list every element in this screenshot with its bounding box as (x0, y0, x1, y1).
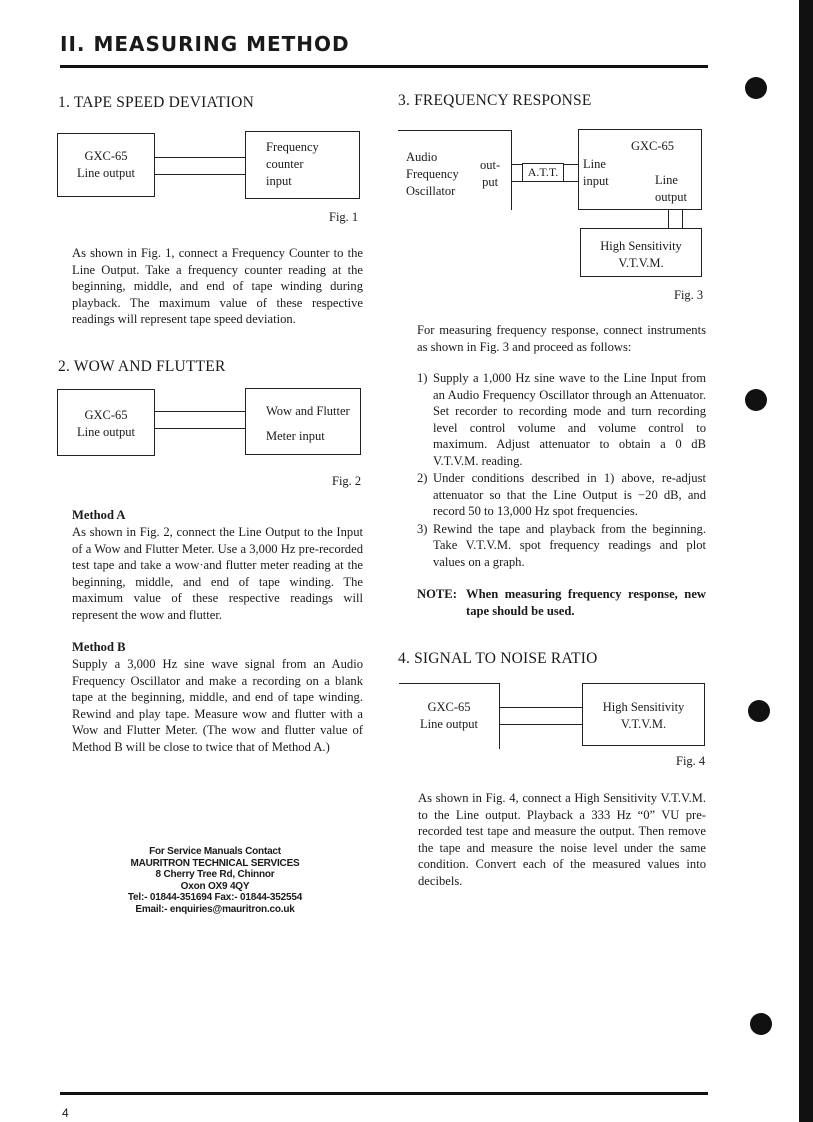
fig3-line-input-label (583, 156, 609, 190)
fig3-osc-output-label (480, 157, 500, 191)
fig3-cable-b-bottom (564, 181, 578, 182)
fig2-cable-bottom (155, 428, 245, 429)
fig1-gxc-line-output: Line output (77, 166, 135, 180)
fig3-osc-out1: out- (480, 158, 501, 172)
section-1-title: 1. TAPE SPEED DEVIATION (58, 94, 254, 111)
fig3-gxc-box (578, 129, 702, 210)
fig1-gxc-label: GXC-65 (84, 149, 128, 163)
step-number: 1) (417, 371, 428, 385)
fig3-cable-b-top (564, 164, 578, 165)
fig3-attenuator-box: A.T.T. (522, 163, 564, 182)
step-item (417, 470, 706, 520)
fig3-cable-a-bottom (512, 181, 522, 182)
fig4-vtvm-box (582, 683, 705, 746)
fig3-vtvm-line2: V.T.V.M. (618, 256, 664, 270)
fig1-counter-line3: input (266, 174, 292, 188)
fig3-gxc-title: GXC-65 (631, 139, 675, 153)
fig1-counter-line1: Frequency (266, 140, 319, 154)
service-contact-block (120, 846, 310, 915)
fig3-vtvm-line1: High Sensitivity (600, 239, 682, 253)
section-4-body: As shown in Fig. 4, connect a High Sensitivity V.T.V.M. to the Line output. Playback a 333 Hz “0” VU pre-recorded test tape and measure the output. Then remove the tape and measure the noise level under the same condition. Convert each of the measured values into decibels. (418, 791, 706, 888)
method-b-title: Method B (72, 640, 126, 654)
method-a-body: As shown in Fig. 2, connect the Line Output to the Input of a Wow and Flutter Meter. Use a 3,000 Hz pre-recorded test tape and take a wow·and flutter meter reading at the beginning, middle, and end of tape winding. The maximum value of these respective readings will represent the wow and flutter. (72, 525, 363, 622)
fig4-vtvm-line2: V.T.V.M. (620, 717, 667, 731)
fig2-gxc-line-output: Line output (77, 425, 135, 439)
fig3-osc-out2: put (482, 175, 499, 189)
contact-phone: Tel:- 01844-351694 Fax:- 01844-352554 (127, 892, 303, 903)
fig3-line-input1: Line (583, 157, 606, 171)
fig3-cable-a-top (512, 164, 522, 165)
fig3-vtvm-box (580, 228, 702, 277)
fig1-gxc-box (57, 133, 155, 197)
fig4-gxc-line-output: Line output (420, 717, 478, 731)
binder-hole-icon (750, 1013, 772, 1035)
fig4-cable-top (500, 707, 582, 708)
page-number: 4 (62, 1106, 69, 1120)
fig3-oscillator-box (398, 130, 512, 210)
fig2-label: Fig. 2 (332, 474, 362, 488)
fig3-line-output-label (655, 172, 687, 206)
fig3-osc-line2: Frequency (406, 167, 459, 181)
section-4-title: 4. SIGNAL TO NOISE RATIO (398, 650, 598, 667)
section-3-title: 3. FREQUENCY RESPONSE (398, 92, 592, 109)
section-2-title: 2. WOW AND FLUTTER (58, 358, 226, 375)
fig3-line-output1: Line (655, 173, 678, 187)
step-text: Under conditions described in 1) above, re-adjust attenuator so that the Line Output is −20 dB, and record 50 to 13,000 Hz spot frequencies. (433, 471, 706, 518)
fig4-cable-bottom (500, 724, 582, 725)
fig3-label: Fig. 3 (674, 288, 704, 302)
binder-hole-icon (745, 77, 767, 99)
step-item (417, 370, 706, 469)
fig1-cable-top (155, 157, 245, 158)
fig3-line-input2: input (583, 174, 609, 188)
top-rule (60, 65, 708, 68)
fig2-gxc-box (57, 389, 155, 456)
method-b-body: Supply a 3,000 Hz sine wave signal from an Audio Frequency Oscillator and make a recording on a blank tape at the beginning, middle, and end of tape winding. Rewind and play tape. Measure wow and flutter with a Wow and Flutter Meter. (The wow and flutter value of Method B will be close to twice that of Method A.) (72, 657, 363, 754)
fig2-meter-box (245, 388, 361, 455)
contact-line: For Service Manuals Contact (149, 846, 281, 857)
fig2-meter-line1: Wow and Flutter (266, 404, 350, 418)
binder-hole-icon (745, 389, 767, 411)
contact-postcode: Oxon OX9 4QY (180, 880, 250, 892)
fig3-line-output2: output (655, 190, 687, 204)
fig4-label: Fig. 4 (676, 754, 706, 768)
fig3-cable-c-right (682, 210, 683, 229)
fig1-counter-line2: counter (266, 157, 304, 171)
bottom-rule (60, 1092, 708, 1095)
fig2-meter-line2: Meter input (266, 429, 325, 443)
fig3-osc-line1: Audio (406, 150, 438, 164)
chapter-title: II. MEASURING METHOD (60, 32, 350, 56)
section-1-body: As shown in Fig. 1, connect a Frequency Counter to the Line Output. Take a frequency counter reading at the beginning, middle, and end of tape winding during playback. The maximum value of these respective readings will represent tape speed deviation. (72, 246, 363, 326)
fig3-cable-c-left (668, 210, 669, 229)
step-number: 2) (417, 471, 428, 485)
fig4-vtvm-line1: High Sensitivity (602, 700, 685, 714)
fig4-gxc-label: GXC-65 (427, 700, 471, 714)
step-text: Rewind the tape and playback from the beginning. Take V.T.V.M. spot frequency readings and plot values on a graph. (433, 521, 706, 569)
section-3-steps (417, 370, 706, 571)
fig1-label: Fig. 1 (329, 210, 359, 224)
note-text: When measuring frequency response, new tape should be used. (466, 587, 706, 618)
step-item (417, 521, 706, 571)
fig2-gxc-label: GXC-65 (84, 408, 128, 422)
fig2-cable-top (155, 411, 245, 412)
fig3-oscillator-label (406, 149, 459, 200)
step-number: 3) (417, 521, 428, 536)
step-text: Supply a 1,000 Hz sine wave to the Line Input from an Audio Frequency Oscillator through an Attenuator. Set recorder to recording mode and turn recording level control volume and volume control to maximum. Adjust attenuator to obtain a 0 dB V.T.V.M. reading. (433, 371, 706, 468)
fig1-counter-box (245, 131, 360, 199)
fig3-osc-line3: Oscillator (406, 184, 456, 198)
section-3-intro: For measuring frequency response, connect instruments as shown in Fig. 3 and proceed as follows: (417, 323, 706, 354)
contact-company: MAURITRON TECHNICAL SERVICES (130, 857, 300, 869)
scan-edge-bar (799, 0, 813, 1122)
method-a-title: Method A (72, 508, 126, 522)
contact-address: 8 Cherry Tree Rd, Chinnor (155, 869, 275, 880)
note-label: NOTE: (417, 587, 457, 601)
binder-hole-icon (748, 700, 770, 722)
fig4-gxc-box (399, 683, 500, 749)
contact-email: Email:- enquiries@mauritron.co.uk (135, 903, 295, 915)
fig1-cable-bottom (155, 174, 245, 175)
